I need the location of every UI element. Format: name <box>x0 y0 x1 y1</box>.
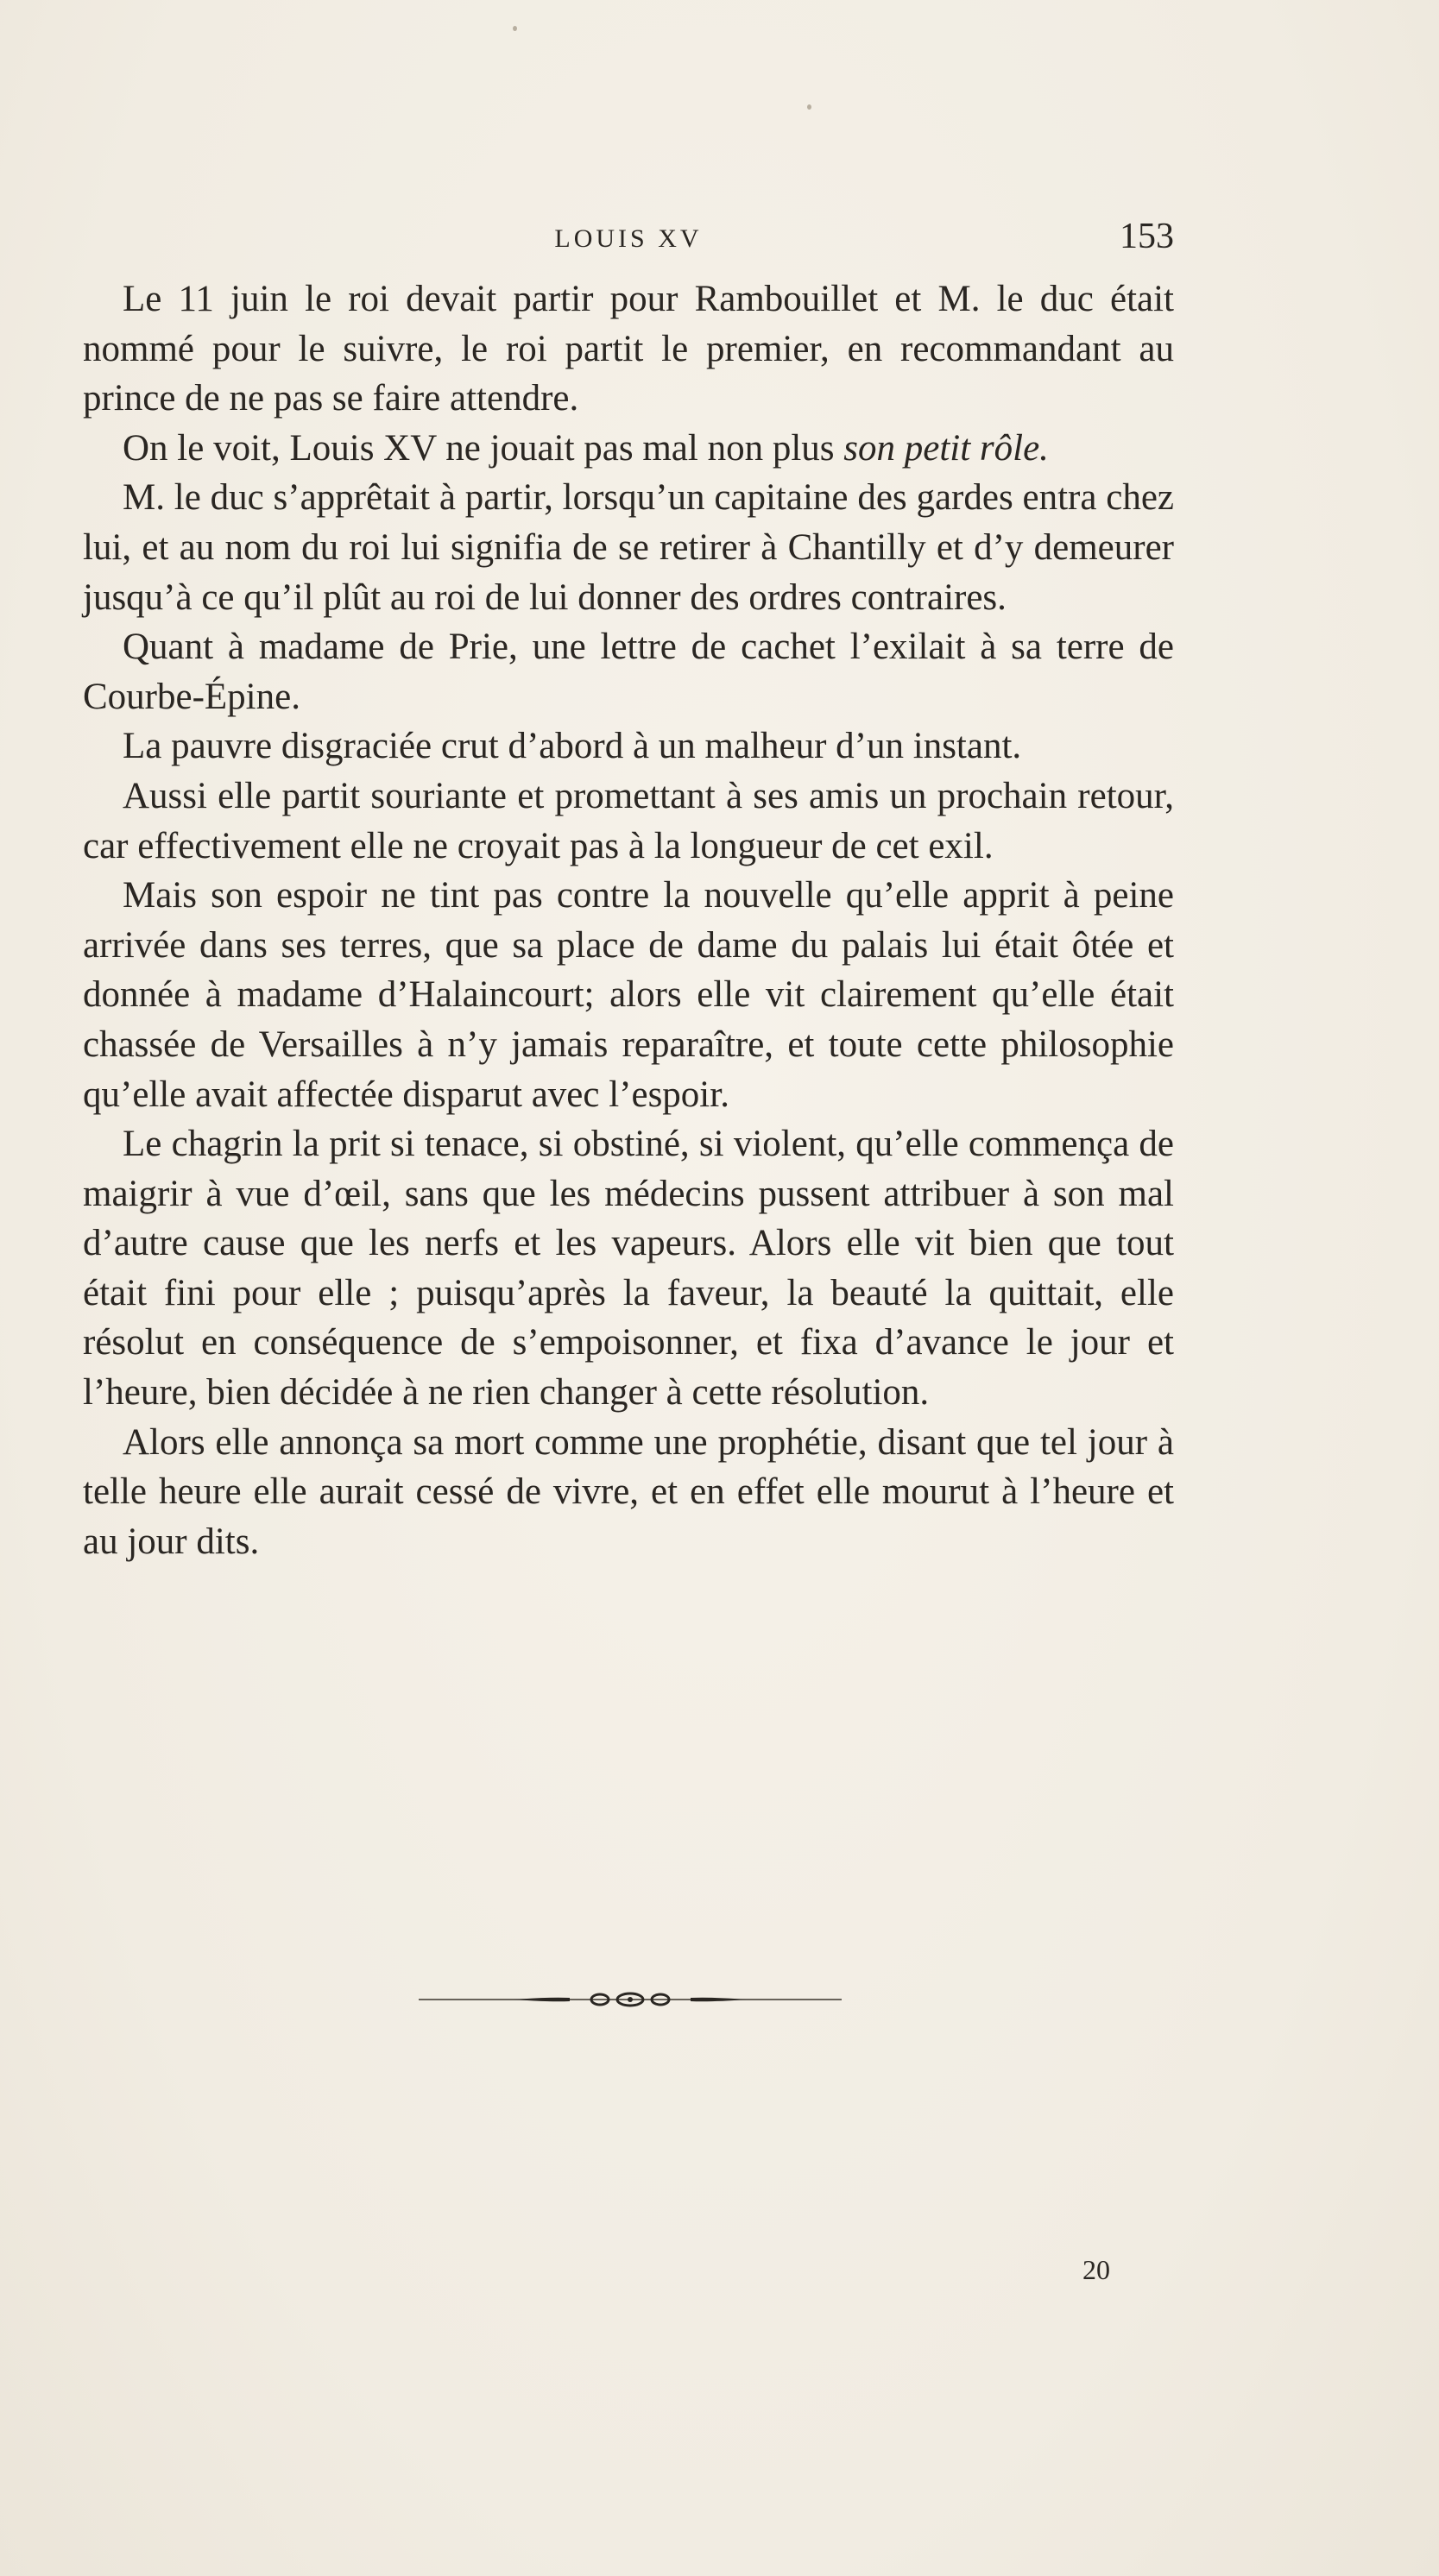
paragraph: Le 11 juin le roi devait partir pour Rambouillet et M. le duc était nommé pour le suivre, le roi partit le premier, en recommandant au prince de ne pas se faire attendre. <box>83 279 1174 419</box>
body-text <box>83 274 1174 1566</box>
signature-mark: 20 <box>1082 2254 1110 2285</box>
paper-speck <box>807 104 811 110</box>
italic-phrase: son petit rôle. <box>843 427 1049 469</box>
paragraph-text: On le voit, Louis XV ne jouait pas mal non plus <box>123 427 835 469</box>
paragraph: Aussi elle partit souriante et promettant à ses amis un prochain retour, car effectivement elle ne croyait pas à la longueur de cet exil. <box>83 775 1174 866</box>
paragraph <box>83 424 1174 474</box>
ornament-divider <box>419 1987 842 2012</box>
running-title: LOUIS XV <box>554 224 703 253</box>
paragraph: M. le duc s’apprêtait à partir, lorsqu’un capitaine des gardes entra chez lui, et au nom du roi lui signifia de se retirer à Chantilly et d’y demeurer jusqu’à ce qu’il plût au roi de lui donner des ordres contraires. <box>83 477 1174 618</box>
running-head <box>83 216 1174 268</box>
paragraph: Mais son espoir ne tint pas contre la nouvelle qu’elle apprit à peine arrivée dans ses terres, que sa place de dame du palais lui était ôtée et donnée à madame d’Halaincourt; alors elle vit clairement qu’elle était chassée de Versailles à n’y jamais reparaître, et toute cette philosophie qu’elle avait affectée disparut avec l’espoir. <box>83 875 1174 1115</box>
page-number: 153 <box>1120 217 1174 256</box>
paragraph: Quant à madame de Prie, une lettre de cachet l’exilait à sa terre de Courbe-Épine. <box>83 627 1174 717</box>
paragraph: Le chagrin la prit si tenace, si obstiné, si violent, qu’elle commença de maigrir à vue d’œil, sans que les médecins pussent attribuer à son mal d’autre cause que les nerfs et les vapeurs. Alors elle vit bien que tout était fini pour elle ; puisqu’après la faveur, la beauté la quittait, elle résolut en conséquence de s’empoisonner, et fixa d’avance le jour et l’heure, bien décidée à ne rien changer à cette résolution. <box>83 1124 1174 1414</box>
paper-speck <box>513 26 517 31</box>
paragraph: Alors elle annonça sa mort comme une prophétie, disant que tel jour à telle heure elle aurait cessé de vivre, et en effet elle mourut à l’heure et au jour dits. <box>83 1421 1174 1562</box>
paragraph: La pauvre disgraciée crut d’abord à un malheur d’un instant. <box>123 726 1022 767</box>
